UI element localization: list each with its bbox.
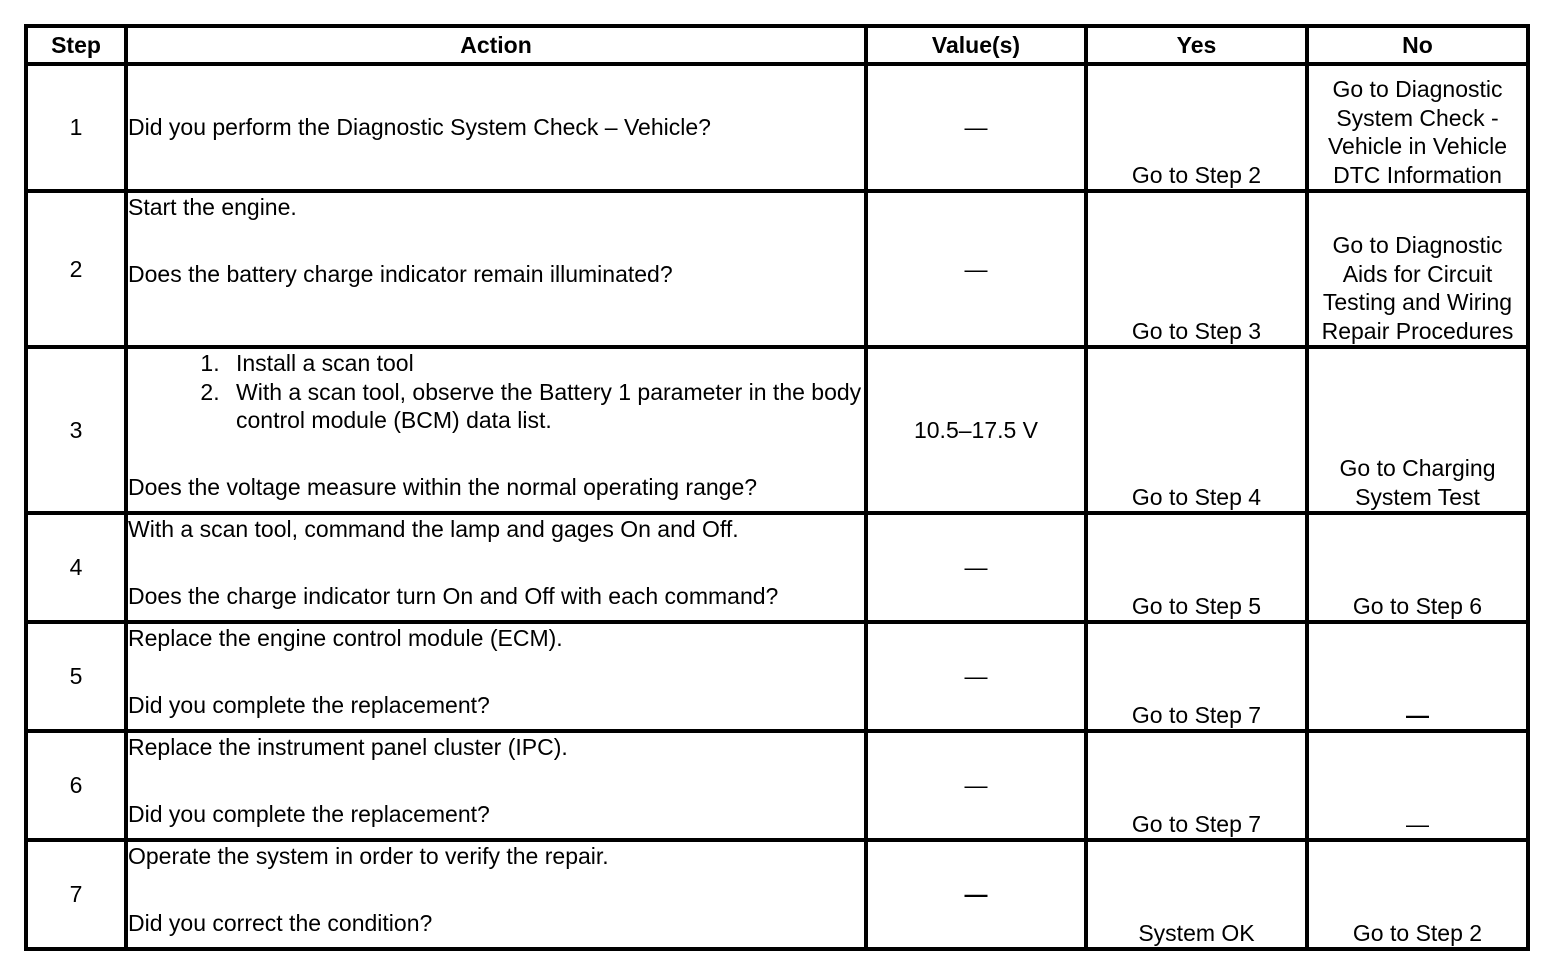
action-question: Does the voltage measure within the normal operating range? (128, 473, 758, 500)
table-row (26, 191, 1528, 347)
action-question: Does the battery charge indicator remain illuminated? (128, 260, 673, 287)
table-row (26, 731, 1528, 840)
action-cell (126, 840, 866, 949)
header-values: Value(s) (866, 26, 1086, 64)
no-cell: Go to Step 2 (1307, 840, 1528, 949)
table-row (26, 840, 1528, 949)
step-number: 7 (26, 840, 126, 949)
yes-cell: Go to Step 3 (1086, 191, 1307, 347)
yes-cell: System OK (1086, 840, 1307, 949)
no-cell: Go to Diagnostic Aids for Circuit Testing and Wiring Repair Procedures (1307, 191, 1528, 347)
header-yes: Yes (1086, 26, 1307, 64)
action-intro: With a scan tool, command the lamp and gages On and Off. (128, 516, 739, 542)
no-cell: Go to Charging System Test (1307, 347, 1528, 513)
diagnostic-table (24, 24, 1530, 951)
action-question: Did you complete the replacement? (128, 691, 490, 718)
value-cell: — (866, 191, 1086, 347)
value-cell: — (866, 622, 1086, 731)
header-no: No (1307, 26, 1528, 64)
action-cell (126, 64, 866, 191)
action-question: Did you correct the condition? (128, 909, 433, 936)
yes-cell: Go to Step 7 (1086, 731, 1307, 840)
value-cell: — (866, 731, 1086, 840)
no-cell: Go to Diagnostic System Check - Vehicle in Vehicle DTC Information (1307, 64, 1528, 191)
action-cell (126, 513, 866, 622)
list-item: 2. With a scan tool, observe the Battery 1 parameter in the body control module (BCM) data list. (226, 378, 864, 435)
action-cell (126, 191, 866, 347)
value-cell: 10.5–17.5 V (866, 347, 1086, 513)
table-row (26, 64, 1528, 191)
action-cell (126, 731, 866, 840)
header-action: Action (126, 26, 866, 64)
yes-cell: Go to Step 4 (1086, 347, 1307, 513)
value-cell: — (866, 513, 1086, 622)
yes-cell: Go to Step 2 (1086, 64, 1307, 191)
step-number: 6 (26, 731, 126, 840)
action-intro: Replace the engine control module (ECM). (128, 625, 563, 651)
header-row (26, 26, 1528, 64)
header-step: Step (26, 26, 126, 64)
step-number: 3 (26, 347, 126, 513)
action-question: Did you perform the Diagnostic System Check – Vehicle? (128, 114, 711, 141)
action-step-list (128, 349, 864, 435)
table-row (26, 622, 1528, 731)
value-cell: — (866, 64, 1086, 191)
no-cell: — (1307, 622, 1528, 731)
action-intro: Replace the instrument panel cluster (IPC). (128, 734, 568, 760)
yes-cell: Go to Step 5 (1086, 513, 1307, 622)
action-question: Did you complete the replacement? (128, 800, 490, 827)
list-item: 1. Install a scan tool (226, 349, 864, 378)
step-number: 2 (26, 191, 126, 347)
action-intro: Operate the system in order to verify the repair. (128, 843, 609, 869)
value-cell: — (866, 840, 1086, 949)
no-cell: Go to Step 6 (1307, 513, 1528, 622)
action-cell (126, 622, 866, 731)
yes-cell: Go to Step 7 (1086, 622, 1307, 731)
table-row (26, 513, 1528, 622)
action-question: Does the charge indicator turn On and Off with each command? (128, 582, 779, 609)
action-cell (126, 347, 866, 513)
action-intro: Start the engine. (128, 194, 297, 220)
step-number: 5 (26, 622, 126, 731)
step-number: 4 (26, 513, 126, 622)
table-row (26, 347, 1528, 513)
step-number: 1 (26, 64, 126, 191)
no-cell: — (1307, 731, 1528, 840)
